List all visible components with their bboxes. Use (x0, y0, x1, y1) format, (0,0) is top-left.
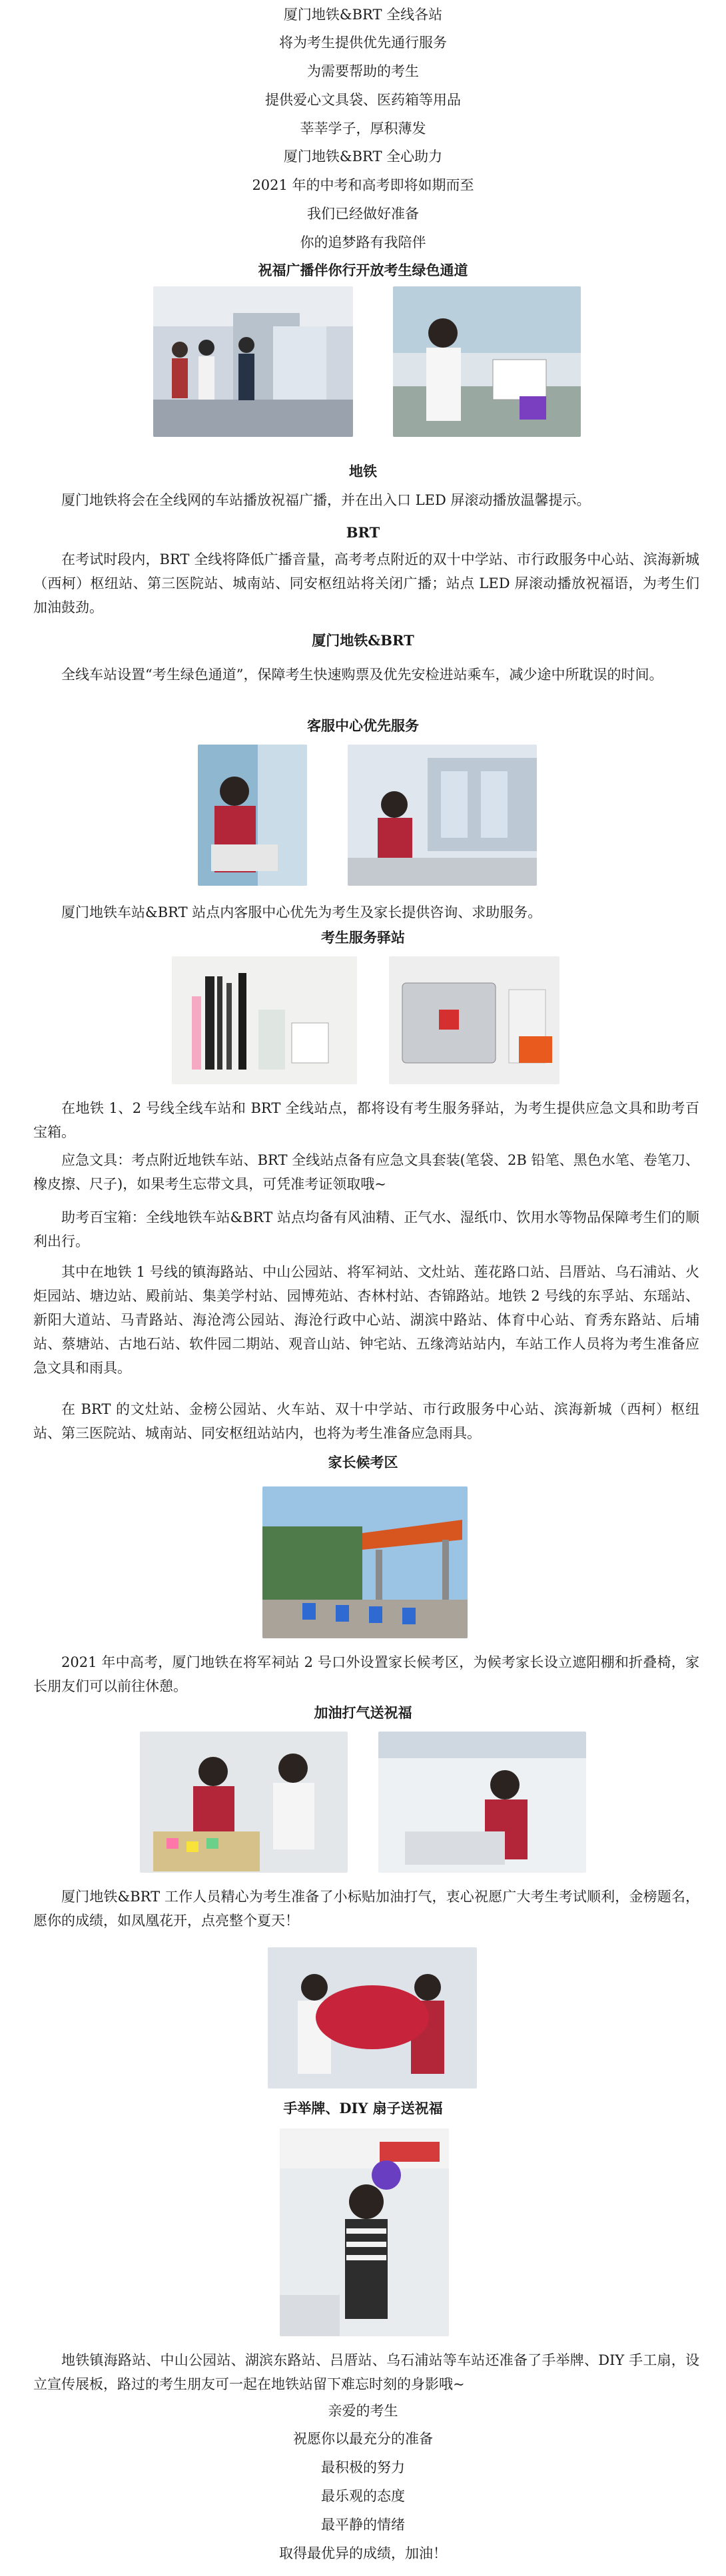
photo-stationery-kit (172, 956, 357, 1084)
photo-service-window (348, 745, 537, 886)
paragraph-signs-fans: 地铁镇海路站、中山公园站、湖滨东路站、吕厝站、乌石浦站等车站还准备了手举牌、DIY 手工扇，设立宣传展板，路过的考生朋友可一起在地铁站留下难忘时刻的身影哦~ (33, 2352, 699, 2392)
paragraph-metro-stations: 其中在地铁 1 号线的镇海路站、中山公园站、将军祠站、文灶站、莲花路口站、吕厝站、乌石浦站、火炬园站、塘边站、殿前站、集美学村站、园博苑站、杏林村站、杏锦路站。地铁 2 号线的东孚站、东瑶站、新阳大道站、马青路站、海沧湾公园站、海沧行政中心站、湖滨中路站、体育中心站、育秀东路站、后埔站、蔡塘站、古地石站、软件园二期站、观音山站、钟宅站、五缘湾站站内，车站工作人员将为考生准备应急文具和雨具。 (33, 1264, 699, 1376)
paragraph-helper-box: 助考百宝箱：全线地铁车站&BRT 站点均备有风油精、正气水、湿纸巾、饮用水等物品保障考生们的顺利出行。 (33, 1209, 699, 1249)
intro-line: 你的追梦路有我陪伴 (300, 234, 426, 250)
intro-line: 2021 年的中考和高考即将如期而至 (252, 177, 474, 193)
outro-line: 最积极的努力 (321, 2459, 405, 2475)
outro-line: 取得最优异的成绩，加油！ (279, 2545, 447, 2561)
outro-line: 亲爱的考生 (328, 2403, 398, 2419)
photo-security-check (153, 286, 353, 437)
intro-line: 莘莘学子，厚积薄发 (300, 121, 426, 137)
paragraph-brt-stations: 在 BRT 的文灶站、金榜公园站、火车站、双十中学站、市行政服务中心站、滨海新城（西柯）枢纽站、第三医院站、城南站、同安枢纽站站内，也将为考生准备应急雨具。 (33, 1401, 699, 1441)
section-title-green-channel: 祝福广播伴你行开放考生绿色通道 (258, 262, 468, 278)
intro-line: 将为考生提供优先通行服务 (279, 35, 447, 51)
photo-first-aid-box (389, 956, 559, 1084)
subtitle-brt: BRT (346, 524, 380, 541)
section-title-parents-area: 家长候考区 (328, 1454, 398, 1470)
photo-staff-waving (393, 286, 581, 437)
intro-line: 提供爱心文具袋、医药箱等用品 (265, 92, 461, 108)
photo-waiting-area (262, 1486, 468, 1638)
section-title-signs-fans: 手举牌、DIY 扇子送祝福 (283, 2100, 443, 2116)
section-title-service-station: 考生服务驿站 (321, 929, 405, 946)
intro-line: 厦门地铁&BRT 全心助力 (283, 149, 443, 164)
photo-diy-fan (280, 2128, 449, 2336)
paragraph-parents-area: 2021 年中高考，厦门地铁在将军祠站 2 号口外设置家长候考区，为候考家长设立遮阳棚和折叠椅，家长朋友们可以前往休憩。 (33, 1654, 699, 1694)
outro-line: 祝愿你以最充分的准备 (293, 2431, 433, 2447)
paragraph-service-center: 厦门地铁车站&BRT 站点内客服中心优先为考生及家长提供咨询、求助服务。 (61, 904, 542, 920)
section-title-service-center: 客服中心优先服务 (307, 717, 419, 734)
outro-line: 最乐观的态度 (321, 2488, 405, 2504)
paragraph-metro: 厦门地铁将会在全线网的车站播放祝福广播，并在出入口 LED 屏滚动播放温馨提示。 (61, 492, 591, 508)
intro-line: 我们已经做好准备 (307, 206, 419, 222)
intro-line: 厦门地铁&BRT 全线各站 (283, 7, 443, 23)
photo-staff-writing (378, 1732, 586, 1873)
paragraph-station-intro: 在地铁 1、2 号线全线车站和 BRT 全线站点，都将设有考生服务驿站，为考生提供应急文具和助考百宝箱。 (33, 1100, 699, 1140)
photo-sticky-notes (140, 1732, 348, 1873)
section-title-cheer: 加油打气送祝福 (314, 1704, 412, 1721)
paragraph-metro-brt: 全线车站设置“考生绿色通道”，保障考生快速购票及优先安检进站乘车，减少途中所耽误的时间。 (61, 667, 663, 683)
paragraph-emergency-stationery: 应急文具：考点附近地铁车站、BRT 全线站点备有应急文具套装(笔袋、2B 铅笔、黑色水笔、卷笔刀、橡皮擦、尺子)，如果考生忘带文具，可凭准考证领取哦~ (33, 1152, 699, 1192)
paragraph-brt: 在考试时段内，BRT 全线将降低广播音量，高考考点附近的双十中学站、市行政服务中心站、滨海新城（西柯）枢纽站、第三医院站、城南站、同安枢纽站将关闭广播；站点 LED 屏滚动播放祝福语，为考生们加油鼓劲。 (33, 551, 699, 615)
subtitle-metro-brt: 厦门地铁&BRT (312, 632, 414, 649)
intro-line: 为需要帮助的考生 (307, 63, 419, 79)
photo-counter-staff (198, 745, 307, 886)
photo-cheer-sign (268, 1947, 477, 2089)
subtitle-metro: 地铁 (349, 463, 377, 480)
paragraph-cheer: 厦门地铁&BRT 工作人员精心为考生准备了小标贴加油打气，衷心祝愿广大考生考试顺利，金榜题名，愿你的成绩，如凤凰花开，点亮整个夏天！ (33, 1889, 699, 1929)
outro-line: 最平静的情绪 (321, 2517, 405, 2533)
